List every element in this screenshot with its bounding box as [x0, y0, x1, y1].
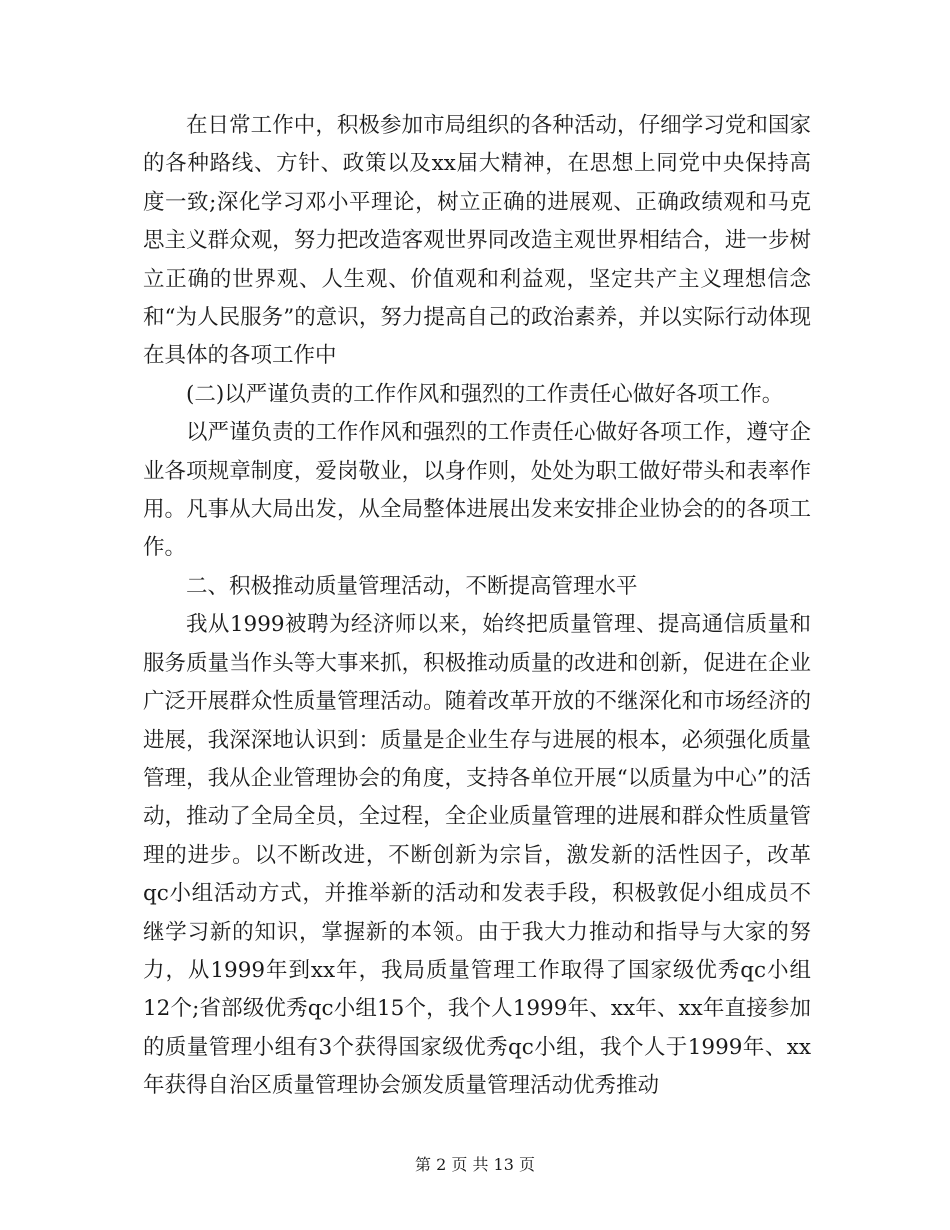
document-body	[143, 107, 811, 1106]
page-number-footer: 第 2 页 共 13 页	[415, 1155, 535, 1174]
paragraph-political-study: 在日常工作中，积极参加市局组织的各种活动，仔细学习党和国家的各种路线、方针、政策以及xx届大精神，在思想上同党中央保持高度一致;深化学习邓小平理论，树立正确的进展观、正确政绩观和马克思主义群众观，努力把改造客观世界同改造主观世界相结合，进一步树立正确的世界观、人生观、价值观和利益观，坚定共产主义理想信念和“为人民服务”的意识，努力提高自己的政治素养，并以实际行动体现在具体的各项工作中	[143, 113, 811, 369]
paragraph-work-style: 以严谨负责的工作作风和强烈的工作责任心做好各项工作，遵守企业各项规章制度，爱岗敬业，以身作则，处处为职工做好带头和表率作用。凡事从大局出发，从全局整体进展出发来安排企业协会的的各项工作。	[143, 420, 811, 561]
paragraph-heading-quality-management: 二、积极推动质量管理活动，不断提高管理水平	[186, 573, 638, 599]
paragraph-section-heading-2: (二)以严谨负责的工作作风和强烈的工作责任心做好各项工作。	[186, 381, 784, 407]
paragraph-quality-management: 我从1999被聘为经济师以来，始终把质量管理、提高通信质量和服务质量当作头等大事来抓，积极推动质量的改进和创新，促进在企业广泛开展群众性质量管理活动。随着改革开放的不继深化和市场经济的进展，我深深地认识到：质量是企业生存与进展的根本，必须强化质量管理，我从企业管理协会的角度，支持各单位开展“以质量为中心”的活动，推动了全局全员，全过程，全企业质量管理的进展和群众性质量管理的进步。以不断改进，不断创新为宗旨，激发新的活性因子，改革qc小组活动方式，并推举新的活动和发表手段，积极敦促小组成员不继学习新的知识，掌握新的本领。由于我大力推动和指导与大家的努力，从1999年到xx年，我局质量管理工作取得了国家级优秀qc小组12个;省部级优秀qc小组15个，我个人1999年、xx年、xx年直接参加的质量管理小组有3个获得国家级优秀qc小组，我个人于1999年、xx年获得自治区质量管理协会颁发质量管理活动优秀推动	[143, 612, 811, 1099]
